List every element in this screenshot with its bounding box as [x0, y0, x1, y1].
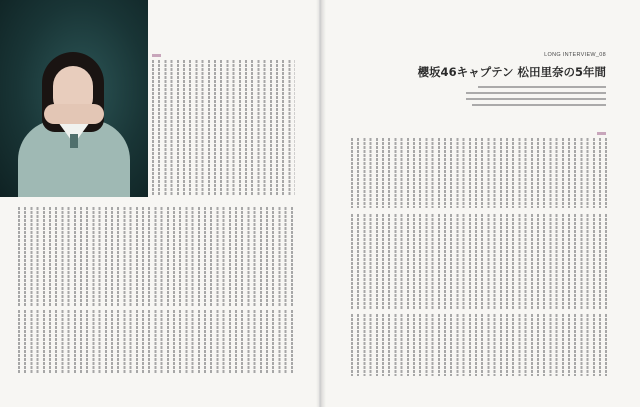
- left-page: [0, 0, 319, 407]
- text-column-mid: [351, 214, 610, 310]
- lead-line-4: [472, 104, 606, 106]
- hands: [44, 104, 104, 124]
- text-column-lower: [351, 314, 610, 376]
- article-title: 櫻坂46キャプテン 松田里奈の5年間: [417, 65, 606, 79]
- section-marker: [597, 132, 606, 135]
- series-label: LONG INTERVIEW_08: [544, 52, 606, 58]
- section-marker: [152, 54, 161, 57]
- right-page: [321, 0, 640, 407]
- lead-line-3: [466, 98, 606, 100]
- text-column-middle: [18, 207, 296, 307]
- text-column-top: [152, 60, 295, 196]
- text-column-bottom: [18, 310, 296, 374]
- text-column-upper: [351, 138, 610, 208]
- spine-gutter: [316, 0, 326, 407]
- lead-line-1: [478, 86, 606, 88]
- tie: [70, 134, 78, 148]
- lead-line-2: [466, 92, 606, 94]
- portrait-photo: [0, 0, 148, 197]
